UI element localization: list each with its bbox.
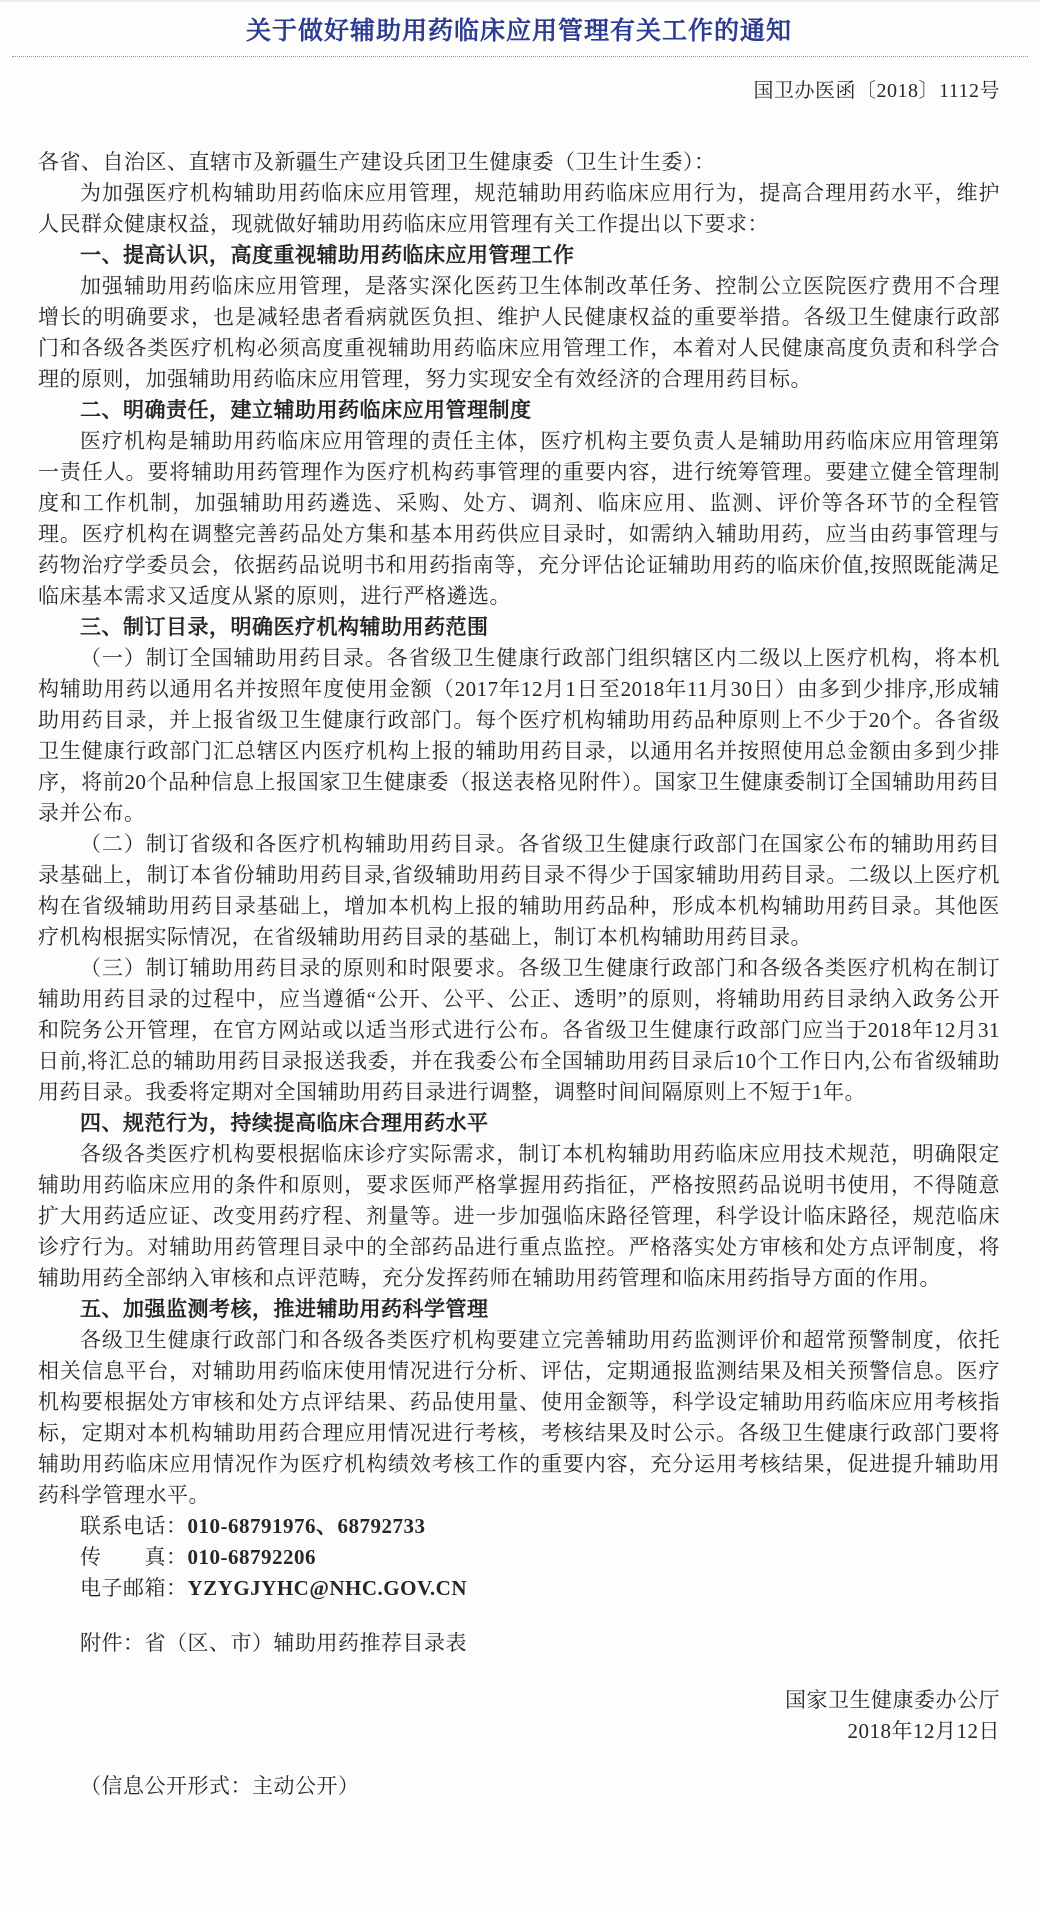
- contact-email-value: YZYGJYHC@NHC.GOV.CN: [187, 1576, 467, 1600]
- signature-block: [38, 1685, 1000, 1747]
- section-3-paragraph-3: （三）制订辅助用药目录的原则和时限要求。各级卫生健康行政部门和各级各类医疗机构在制订辅助用药目录的过程中，应当遵循“公开、公平、公正、透明”的原则，将辅助用药目录纳入政务公开和院务公开管理，在官方网站或以适当形式进行公布。各省级卫生健康行政部门应当于2018年12月31日前,将汇总的辅助用药目录报送我委，并在我委公布全国辅助用药目录后10个工作日内,公布省级辅助用药目录。我委将定期对全国辅助用药目录进行调整，调整时间间隔原则上不短于1年。: [38, 956, 1000, 1104]
- title-divider: [12, 56, 1028, 57]
- contact-fax-label: 传 真：: [80, 1545, 188, 1569]
- section-3-paragraph-2: （二）制订省级和各医疗机构辅助用药目录。各省级卫生健康行政部门在国家公布的辅助用药目录基础上，制订本省份辅助用药目录,省级辅助用药目录不得少于国家辅助用药目录。二级以上医疗机构在省级辅助用药目录基础上，增加本机构上报的辅助用药品种，形成本机构辅助用药目录。其他医疗机构根据实际情况，在省级辅助用药目录的基础上，制订本机构辅助用药目录。: [38, 832, 1000, 949]
- section-2-paragraph-1: 医疗机构是辅助用药临床应用管理的责任主体，医疗机构主要负责人是辅助用药临床应用管理第一责任人。要将辅助用药管理作为医疗机构药事管理的重要内容，进行统筹管理。要建立健全管理制度和工作机制，加强辅助用药遴选、采购、处方、调剂、临床应用、监测、评价等各环节的全程管理。医疗机构在调整完善药品处方集和基本用药供应目录时，如需纳入辅助用药，应当由药事管理与药物治疗学委员会，依据药品说明书和用药指南等，充分评估论证辅助用药的临床价值,按照既能满足临床基本需求又适度从紧的原则，进行严格遴选。: [38, 429, 1000, 608]
- section-3-heading: 三、制订目录，明确医疗机构辅助用药范围: [80, 616, 489, 639]
- document-number: 国卫办医函〔2018〕1112号: [753, 80, 1000, 102]
- section-1-heading: 一、提高认识，高度重视辅助用药临床应用管理工作: [80, 244, 575, 267]
- document-body: [38, 147, 1000, 1802]
- section-5-heading: 五、加强监测考核，推进辅助用药科学管理: [80, 1298, 489, 1321]
- disclosure-note: （信息公开形式：主动公开）: [80, 1774, 360, 1798]
- signature-date: 2018年12月12日: [847, 1719, 1000, 1743]
- section-1-paragraph-1: 加强辅助用药临床应用管理，是落实深化医药卫生体制改革任务、控制公立医院医疗费用不合理增长的明确要求，也是减轻患者看病就医负担、维护人民健康权益的重要举措。各级卫生健康行政部门和各级各类医疗机构必须高度重视辅助用药临床应用管理工作，本着对人民健康高度负责和科学合理的原则，加强辅助用药临床应用管理，努力实现安全有效经济的合理用药目标。: [38, 274, 1000, 391]
- signature-org: 国家卫生健康委办公厅: [785, 1688, 1000, 1712]
- contact-fax-value: 010-68792206: [187, 1545, 316, 1569]
- contact-phone-label: 联系电话：: [80, 1514, 188, 1538]
- document-title: 关于做好辅助用药临床应用管理有关工作的通知: [245, 17, 792, 45]
- section-4-heading: 四、规范行为，持续提高临床合理用药水平: [80, 1112, 489, 1135]
- contact-phone-value: 010-68791976、68792733: [187, 1514, 426, 1538]
- contact-email-label: 电子邮箱：: [80, 1576, 188, 1600]
- contact-email-line: [38, 1573, 1000, 1604]
- section-2-heading: 二、明确责任，建立辅助用药临床应用管理制度: [80, 399, 532, 422]
- section-3-paragraph-1: （一）制订全国辅助用药目录。各省级卫生健康行政部门组织辖区内二级以上医疗机构，将本机构辅助用药以通用名并按照年度使用金额（2017年12月1日至2018年11月30日）由多到少排序,形成辅助用药目录，并上报省级卫生健康行政部门。每个医疗机构辅助用药品种原则上不少于20个。各省级卫生健康行政部门汇总辖区内医疗机构上报的辅助用药目录，以通用名并按照使用总金额由多到少排序，将前20个品种信息上报国家卫生健康委（报送表格见附件）。国家卫生健康委制订全国辅助用药目录并公布。: [38, 646, 1000, 825]
- attachment-note: 附件：省（区、市）辅助用药推荐目录表: [80, 1631, 467, 1655]
- intro-paragraph: 为加强医疗机构辅助用药临床应用管理，规范辅助用药临床应用行为，提高合理用药水平，维护人民群众健康权益，现就做好辅助用药临床应用管理有关工作提出以下要求：: [38, 181, 1000, 236]
- contact-phone-line: [38, 1511, 1000, 1542]
- section-4-paragraph-1: 各级各类医疗机构要根据临床诊疗实际需求，制订本机构辅助用药临床应用技术规范，明确限定辅助用药临床应用的条件和原则，要求医师严格掌握用药指征，严格按照药品说明书使用，不得随意扩大用药适应证、改变用药疗程、剂量等。进一步加强临床路径管理，科学设计临床路径，规范临床诊疗行为。对辅助用药管理目录中的全部药品进行重点监控。严格落实处方审核和处方点评制度，将辅助用药全部纳入审核和点评范畴，充分发挥药师在辅助用药管理和临床用药指导方面的作用。: [38, 1142, 1000, 1290]
- section-5-paragraph-1: 各级卫生健康行政部门和各级各类医疗机构要建立完善辅助用药监测评价和超常预警制度，依托相关信息平台，对辅助用药临床使用情况进行分析、评估，定期通报监测结果及相关预警信息。医疗机构要根据处方审核和处方点评结果、药品使用量、使用金额等，科学设定辅助用药临床应用考核指标，定期对本机构辅助用药合理应用情况进行考核，考核结果及时公示。各级卫生健康行政部门要将辅助用药临床应用情况作为医疗机构绩效考核工作的重要内容，充分运用考核结果，促进提升辅助用药科学管理水平。: [38, 1328, 1000, 1507]
- salutation: 各省、自治区、直辖市及新疆生产建设兵团卫生健康委（卫生计生委）：: [38, 150, 716, 174]
- contact-fax-line: [38, 1542, 1000, 1573]
